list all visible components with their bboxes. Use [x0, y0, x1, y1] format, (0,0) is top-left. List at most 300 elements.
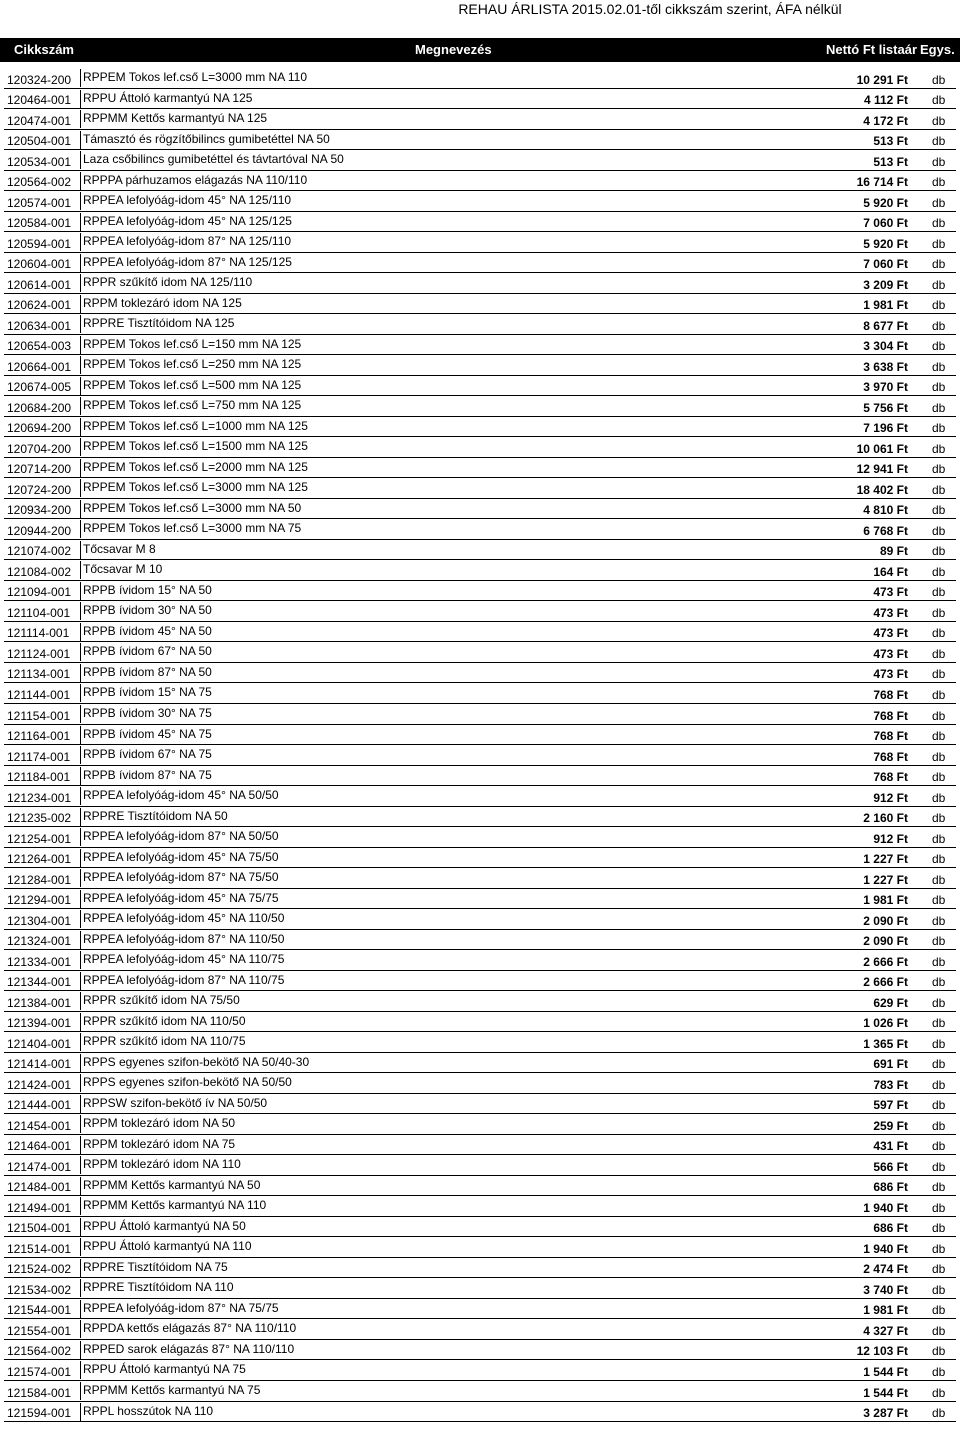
- item-code: 120664-001: [7, 359, 72, 374]
- item-unit: db: [932, 134, 946, 149]
- item-name: RPPEA lefolyóág-idom 45° NA 75/50: [80, 849, 279, 867]
- table-row: [4, 171, 956, 192]
- table-row: [4, 991, 956, 1012]
- item-unit: db: [932, 72, 946, 87]
- item-price: 597 Ft: [873, 1098, 908, 1113]
- item-unit: db: [932, 236, 946, 251]
- item-name: RPPEA lefolyóág-idom 45° NA 50/50: [80, 787, 279, 805]
- item-price: 1 544 Ft: [863, 1365, 908, 1379]
- table-row: [4, 848, 956, 869]
- item-code: 120614-001: [7, 277, 72, 292]
- table-row: [4, 930, 956, 951]
- item-name: RPPB ívidom 45° NA 75: [80, 726, 212, 744]
- item-name: RPPEA lefolyóág-idom 87° NA 125/110: [80, 233, 291, 251]
- item-unit: db: [932, 770, 946, 785]
- item-price: 768 Ft: [873, 729, 908, 744]
- item-name: RPPEM Tokos lef.cső L=1000 mm NA 125: [80, 418, 308, 436]
- item-price: 4 172 Ft: [863, 113, 908, 128]
- item-name: RPPED sarok elágazás 87° NA 110/110: [80, 1341, 294, 1359]
- item-code: 121444-001: [7, 1098, 72, 1113]
- item-unit: db: [932, 1036, 946, 1051]
- item-price: 473 Ft: [873, 667, 908, 682]
- item-unit: db: [932, 544, 946, 559]
- item-unit: db: [932, 1262, 946, 1277]
- item-unit: db: [932, 523, 946, 538]
- table-row: [4, 1402, 956, 1423]
- item-price: 2 666 Ft: [863, 954, 908, 969]
- item-price: 686 Ft: [873, 1180, 908, 1195]
- item-name: RPPR szűkítő idom NA 125/110: [80, 274, 252, 292]
- table-row: [4, 889, 956, 910]
- table-row: [4, 971, 956, 992]
- item-name: RPPPA párhuzamos elágazás NA 110/110: [80, 172, 307, 190]
- item-price: 5 920 Ft: [863, 236, 908, 251]
- item-unit: db: [932, 462, 946, 477]
- item-name: Laza csőbilincs gumibetéttel és távtartóval NA 50: [80, 151, 344, 169]
- item-code: 121184-001: [7, 770, 71, 785]
- item-code: 120714-200: [7, 462, 72, 477]
- item-name: RPPRE Tisztítóidom NA 50: [80, 808, 228, 826]
- item-unit: db: [932, 400, 946, 415]
- item-price: 6 768 Ft: [863, 523, 908, 538]
- item-name: Tőcsavar M 10: [80, 561, 162, 579]
- item-unit: db: [932, 975, 946, 990]
- item-name: RPPM toklezáró idom NA 50: [80, 1115, 235, 1133]
- item-code: 121104-001: [7, 605, 71, 620]
- item-unit: db: [932, 893, 946, 908]
- item-code: 120574-001: [7, 195, 72, 210]
- item-unit: db: [932, 913, 946, 928]
- item-price: 7 060 Ft: [863, 216, 908, 231]
- table-row: [4, 1135, 956, 1156]
- item-code: 120604-001: [7, 257, 72, 272]
- item-code: 121424-001: [7, 1077, 72, 1092]
- item-price: 3 970 Ft: [863, 380, 908, 395]
- item-name: RPPEM Tokos lef.cső L=2000 mm NA 125: [80, 459, 308, 477]
- item-code: 120474-001: [7, 113, 72, 128]
- item-name: RPPS egyenes szifon-bekötő NA 50/40-30: [80, 1054, 309, 1072]
- item-code: 121235-002: [7, 811, 72, 826]
- item-name: RPPM toklezáró idom NA 75: [80, 1136, 235, 1154]
- item-price: 3 287 Ft: [863, 1406, 908, 1421]
- table-row: [4, 725, 956, 746]
- table-row: [4, 1237, 956, 1258]
- item-unit: db: [932, 421, 946, 436]
- item-name: RPPB ívidom 45° NA 50: [80, 623, 212, 641]
- item-name: RPPEM Tokos lef.cső L=3000 mm NA 75: [80, 520, 301, 538]
- item-name: RPPRE Tisztítóidom NA 110: [80, 1279, 234, 1297]
- table-row: [4, 130, 956, 151]
- item-unit: db: [932, 1118, 946, 1133]
- item-unit: db: [932, 790, 946, 805]
- table-row: [4, 786, 956, 807]
- title-text: REHAU ÁRLISTA 2015.02.01-től cikkszám szerint, ÁFA nélkül: [458, 1, 842, 17]
- item-name: RPPEA lefolyóág-idom 87° NA 110/50: [80, 931, 284, 949]
- item-name: RPPR szűkítő idom NA 110/50: [80, 1013, 246, 1031]
- item-code: 120684-200: [7, 400, 72, 415]
- table-row: [4, 253, 956, 274]
- item-name: Tőcsavar M 8: [80, 541, 156, 559]
- item-unit: db: [932, 934, 946, 949]
- item-unit: db: [932, 482, 946, 497]
- table-row: [4, 294, 956, 315]
- item-price: 1 227 Ft: [863, 852, 908, 867]
- item-unit: db: [932, 1098, 946, 1113]
- table-row: [4, 499, 956, 520]
- item-price: 2 090 Ft: [863, 934, 908, 949]
- table-row: [4, 1319, 956, 1340]
- item-code: 120464-001: [7, 93, 72, 108]
- item-unit: db: [932, 318, 946, 333]
- table-row: [4, 766, 956, 787]
- item-price: 2 090 Ft: [863, 913, 908, 928]
- item-name: RPPU Áttoló karmantyú NA 125: [80, 90, 252, 108]
- table-row: [4, 1217, 956, 1238]
- item-unit: db: [932, 441, 946, 456]
- item-price: 1 981 Ft: [863, 298, 908, 313]
- item-price: 566 Ft: [873, 1159, 908, 1174]
- item-name: RPPL hosszútok NA 110: [80, 1403, 213, 1421]
- item-unit: db: [932, 257, 946, 272]
- item-unit: db: [932, 831, 946, 846]
- item-price: 473 Ft: [873, 646, 908, 661]
- item-code: 120944-200: [7, 523, 72, 538]
- item-code: 121594-001: [7, 1406, 72, 1421]
- table-row: [4, 191, 956, 212]
- item-price: 3 209 Ft: [863, 277, 908, 292]
- item-code: 120324-200: [7, 72, 72, 87]
- table-row: [4, 1258, 956, 1279]
- item-name: RPPM toklezáró idom NA 125: [80, 295, 242, 313]
- table-row: [4, 581, 956, 602]
- item-unit: db: [932, 216, 946, 231]
- item-code: 120534-001: [7, 154, 72, 169]
- table-row: [4, 273, 956, 294]
- item-code: 121464-001: [7, 1139, 72, 1154]
- item-price: 629 Ft: [873, 995, 908, 1010]
- item-code: 121294-001: [7, 893, 72, 908]
- item-code: 120634-001: [7, 318, 72, 333]
- item-name: RPPMM Kettős karmantyú NA 50: [80, 1177, 260, 1195]
- item-code: 120694-200: [7, 421, 72, 436]
- item-price: 768 Ft: [873, 770, 908, 785]
- item-price: 783 Ft: [873, 1077, 908, 1092]
- item-name: RPPEA lefolyóág-idom 87° NA 75/50: [80, 869, 279, 887]
- column-header-name: Megnevezés: [415, 42, 492, 57]
- item-name: RPPB ívidom 15° NA 75: [80, 684, 212, 702]
- item-unit: db: [932, 1221, 946, 1236]
- item-name: RPPR szűkítő idom NA 75/50: [80, 992, 240, 1010]
- item-unit: db: [932, 995, 946, 1010]
- item-price: 5 756 Ft: [863, 400, 908, 415]
- table-row: [4, 1073, 956, 1094]
- item-code: 121484-001: [7, 1180, 72, 1195]
- table-row: [4, 745, 956, 766]
- item-code: 121584-001: [7, 1385, 72, 1400]
- item-code: 121234-001: [7, 790, 72, 805]
- item-name: RPPEA lefolyóág-idom 87° NA 75/75: [80, 1300, 279, 1318]
- item-name: RPPMM Kettős karmantyú NA 125: [80, 110, 267, 128]
- item-code: 121174-001: [7, 749, 71, 764]
- item-unit: db: [932, 954, 946, 969]
- item-price: 4 810 Ft: [863, 503, 908, 518]
- item-code: 121384-001: [7, 995, 72, 1010]
- table-row: [4, 642, 956, 663]
- item-price: 1 940 Ft: [863, 1200, 908, 1215]
- table-row: [4, 314, 956, 335]
- table-row: [4, 1340, 956, 1361]
- item-name: RPPEM Tokos lef.cső L=500 mm NA 125: [80, 377, 301, 395]
- item-code: 121094-001: [7, 585, 72, 600]
- item-unit: db: [932, 708, 946, 723]
- item-name: RPPEA lefolyóág-idom 87° NA 50/50: [80, 828, 279, 846]
- item-name: RPPEM Tokos lef.cső L=150 mm NA 125: [80, 336, 301, 354]
- item-code: 121264-001: [7, 852, 72, 867]
- item-name: RPPS egyenes szifon-bekötő NA 50/50: [80, 1074, 292, 1092]
- item-name: RPPRE Tisztítóidom NA 75: [80, 1259, 228, 1277]
- item-code: 121474-001: [7, 1159, 72, 1174]
- item-price: 10 061 Ft: [856, 441, 908, 456]
- item-code: 120594-001: [7, 236, 72, 251]
- item-price: 1 227 Ft: [863, 872, 908, 887]
- item-unit: db: [932, 277, 946, 292]
- item-unit: db: [932, 359, 946, 374]
- item-price: 3 638 Ft: [863, 359, 908, 374]
- item-unit: db: [932, 1344, 946, 1359]
- item-name: RPPEA lefolyóág-idom 45° NA 75/75: [80, 890, 279, 908]
- item-price: 259 Ft: [873, 1118, 908, 1133]
- item-code: 120674-005: [7, 380, 72, 395]
- table-row: [4, 601, 956, 622]
- item-unit: db: [932, 687, 946, 702]
- item-name: RPPEM Tokos lef.cső L=1500 mm NA 125: [80, 438, 308, 456]
- page-title: [0, 0, 960, 18]
- item-price: 7 196 Ft: [863, 421, 908, 436]
- table-row: [4, 396, 956, 417]
- item-code: 120564-002: [7, 175, 72, 190]
- table-row: [4, 1114, 956, 1135]
- item-code: 121494-001: [7, 1200, 72, 1215]
- item-unit: db: [932, 749, 946, 764]
- item-price: 686 Ft: [873, 1221, 908, 1236]
- item-price: 473 Ft: [873, 605, 908, 620]
- item-price: 164 Ft: [873, 564, 908, 579]
- table-row: [4, 417, 956, 438]
- item-code: 121504-001: [7, 1221, 72, 1236]
- table-row: [4, 478, 956, 499]
- item-code: 121134-001: [7, 667, 71, 682]
- item-name: RPPM toklezáró idom NA 110: [80, 1156, 241, 1174]
- item-name: RPPEM Tokos lef.cső L=3000 mm NA 125: [80, 479, 308, 497]
- item-name: RPPEA lefolyóág-idom 87° NA 110/75: [80, 972, 284, 990]
- table-row: [4, 355, 956, 376]
- table-row: [4, 560, 956, 581]
- item-code: 121144-001: [7, 687, 71, 702]
- table-row: [4, 150, 956, 171]
- item-price: 8 677 Ft: [863, 318, 908, 333]
- item-code: 121514-001: [7, 1241, 72, 1256]
- item-unit: db: [932, 729, 946, 744]
- item-price: 10 291 Ft: [856, 72, 908, 87]
- item-name: RPPB ívidom 30° NA 50: [80, 602, 212, 620]
- table-row: [4, 68, 956, 89]
- table-row: [4, 437, 956, 458]
- item-unit: db: [932, 175, 946, 190]
- item-code: 121554-001: [7, 1323, 72, 1338]
- item-price: 89 Ft: [879, 544, 908, 559]
- item-price: 5 920 Ft: [863, 195, 908, 210]
- item-code: 120654-003: [7, 339, 72, 354]
- item-code: 121564-002: [7, 1344, 72, 1359]
- item-unit: db: [932, 339, 946, 354]
- item-price: 513 Ft: [873, 134, 908, 149]
- item-code: 121534-002: [7, 1282, 72, 1297]
- item-unit: db: [932, 1200, 946, 1215]
- item-price: 12 103 Ft: [856, 1344, 908, 1359]
- item-unit: db: [932, 852, 946, 867]
- item-code: 121394-001: [7, 1016, 72, 1031]
- item-price: 2 474 Ft: [863, 1262, 908, 1277]
- item-unit: db: [932, 1016, 946, 1031]
- table-row: [4, 519, 956, 540]
- item-code: 120724-200: [7, 482, 72, 497]
- item-name: RPPB ívidom 87° NA 50: [80, 664, 212, 682]
- item-price: 12 941 Ft: [856, 462, 908, 477]
- table-row: [4, 1032, 956, 1053]
- item-unit: db: [932, 811, 946, 826]
- table-row: [4, 622, 956, 643]
- item-code: 121544-001: [7, 1303, 72, 1318]
- table-row: [4, 827, 956, 848]
- item-name: RPPEM Tokos lef.cső L=750 mm NA 125: [80, 397, 301, 415]
- item-price: 4 327 Ft: [863, 1323, 908, 1338]
- item-code: 121254-001: [7, 831, 72, 846]
- table-row: [4, 89, 956, 110]
- item-code: 121154-001: [7, 708, 71, 723]
- item-price: 16 714 Ft: [856, 175, 908, 190]
- item-name: RPPB ívidom 87° NA 75: [80, 767, 212, 785]
- item-name: RPPB ívidom 67° NA 50: [80, 643, 212, 661]
- table-row: [4, 868, 956, 889]
- item-code: 120704-200: [7, 441, 72, 456]
- table-row: [4, 909, 956, 930]
- item-price: 3 740 Ft: [863, 1282, 908, 1297]
- item-price: 473 Ft: [873, 626, 908, 641]
- item-code: 121164-001: [7, 729, 71, 744]
- item-unit: db: [932, 646, 946, 661]
- item-price: 7 060 Ft: [863, 257, 908, 272]
- item-unit: db: [932, 564, 946, 579]
- item-name: RPPEM Tokos lef.cső L=3000 mm NA 50: [80, 500, 301, 518]
- item-unit: db: [932, 1365, 946, 1379]
- item-code: 121084-002: [7, 564, 72, 579]
- item-code: 121124-001: [7, 646, 71, 661]
- item-code: 121454-001: [7, 1118, 72, 1133]
- table-row: [4, 704, 956, 725]
- item-name: Támasztó és rögzítőbilincs gumibetéttel NA 50: [80, 131, 330, 149]
- item-code: 120584-001: [7, 216, 72, 231]
- item-code: 121114-001: [7, 626, 70, 641]
- table-row: [4, 458, 956, 479]
- item-price: 473 Ft: [873, 585, 908, 600]
- item-name: RPPB ívidom 67° NA 75: [80, 746, 212, 764]
- item-unit: db: [932, 1180, 946, 1195]
- item-name: RPPRE Tisztítóidom NA 125: [80, 315, 234, 333]
- table-row: [4, 807, 956, 828]
- item-price: 513 Ft: [873, 154, 908, 169]
- table-row: [4, 1053, 956, 1074]
- table-row: [4, 1196, 956, 1217]
- item-price: 4 112 Ft: [863, 93, 908, 108]
- item-unit: db: [932, 626, 946, 641]
- table-header: [0, 38, 960, 62]
- item-name: RPPEA lefolyóág-idom 45° NA 125/110: [80, 192, 291, 210]
- table-row: [4, 1299, 956, 1320]
- column-header-unit: Egys.: [920, 42, 955, 57]
- item-unit: db: [932, 1077, 946, 1092]
- table-row: [4, 1012, 956, 1033]
- item-price: 1 365 Ft: [863, 1036, 908, 1051]
- item-unit: db: [932, 1385, 946, 1400]
- table-row: [4, 1155, 956, 1176]
- item-code: 121404-001: [7, 1036, 72, 1051]
- item-price: 912 Ft: [873, 790, 908, 805]
- item-unit: db: [932, 380, 946, 395]
- item-code: 120934-200: [7, 503, 72, 518]
- item-price: 1 940 Ft: [863, 1241, 908, 1256]
- item-price: 2 666 Ft: [863, 975, 908, 990]
- item-price: 912 Ft: [873, 831, 908, 846]
- item-price: 2 160 Ft: [863, 811, 908, 826]
- item-price: 691 Ft: [873, 1057, 908, 1072]
- item-price: 1 026 Ft: [863, 1016, 908, 1031]
- item-price: 431 Ft: [873, 1139, 908, 1154]
- item-price: 1 981 Ft: [863, 893, 908, 908]
- item-unit: db: [932, 195, 946, 210]
- item-unit: db: [932, 154, 946, 169]
- item-code: 121414-001: [7, 1057, 72, 1072]
- item-unit: db: [932, 1241, 946, 1256]
- item-name: RPPEA lefolyóág-idom 87° NA 125/125: [80, 254, 292, 272]
- item-name: RPPSW szifon-bekötő ív NA 50/50: [80, 1095, 267, 1113]
- item-code: 121334-001: [7, 954, 72, 969]
- item-name: RPPU Áttoló karmantyú NA 50: [80, 1218, 246, 1236]
- item-unit: db: [932, 585, 946, 600]
- item-name: RPPB ívidom 15° NA 50: [80, 582, 212, 600]
- item-unit: db: [932, 503, 946, 518]
- item-name: RPPU Áttoló karmantyú NA 110: [80, 1238, 252, 1256]
- item-code: 120504-001: [7, 134, 72, 149]
- item-name: RPPMM Kettős karmantyú NA 110: [80, 1197, 266, 1215]
- item-name: RPPEA lefolyóág-idom 45° NA 110/50: [80, 910, 284, 928]
- table-row: [4, 1360, 956, 1381]
- table-row: [4, 212, 956, 233]
- item-code: 121304-001: [7, 913, 72, 928]
- item-name: RPPEM Tokos lef.cső L=250 mm NA 125: [80, 356, 301, 374]
- table-row: [4, 950, 956, 971]
- item-price: 1 544 Ft: [863, 1385, 908, 1400]
- item-code: 120624-001: [7, 298, 72, 313]
- table-row: [4, 663, 956, 684]
- item-unit: db: [932, 605, 946, 620]
- item-unit: db: [932, 1406, 946, 1421]
- item-unit: db: [932, 1159, 946, 1174]
- item-unit: db: [932, 1282, 946, 1297]
- item-code: 121574-001: [7, 1365, 72, 1379]
- item-unit: db: [932, 1323, 946, 1338]
- item-name: RPPEA lefolyóág-idom 45° NA 110/75: [80, 951, 284, 969]
- item-unit: db: [932, 667, 946, 682]
